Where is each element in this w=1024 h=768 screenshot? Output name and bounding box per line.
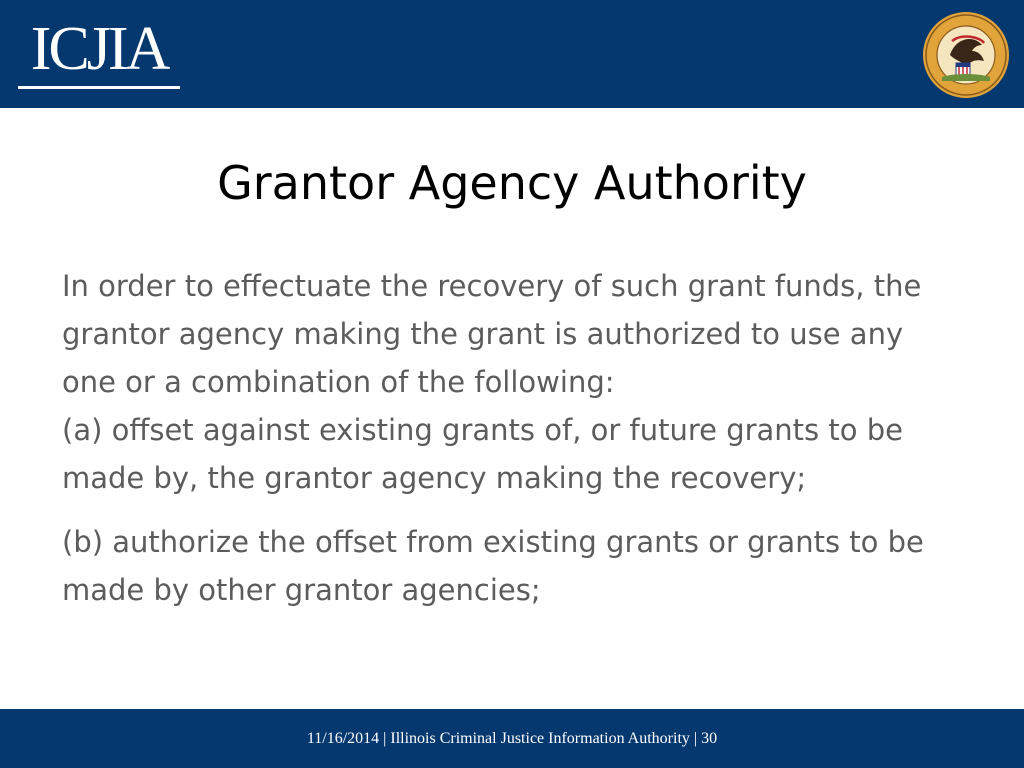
intro-paragraph: In order to effectuate the recovery of such grant funds, the grantor agency making the grant is authorized to use any one or a combination of the following: bbox=[62, 269, 922, 399]
header-bar bbox=[0, 0, 1024, 108]
slide-body bbox=[62, 262, 962, 614]
item-b-paragraph: (b) authorize the offset from existing grants or grants to be made by other grantor agencies; bbox=[62, 525, 924, 607]
logo-text: ICJIA bbox=[30, 15, 168, 83]
slide-title: Grantor Agency Authority bbox=[217, 156, 807, 210]
footer-text: 11/16/2014 | Illinois Criminal Justice Information Authority | 30 bbox=[306, 730, 718, 747]
item-a-paragraph: (a) offset against existing grants of, or future grants to be made by, the grantor agency making the recovery; bbox=[62, 413, 903, 495]
footer-bar bbox=[0, 709, 1024, 768]
icjia-logo bbox=[16, 14, 182, 94]
logo-underline bbox=[18, 86, 180, 89]
illinois-state-seal-icon bbox=[922, 11, 1010, 99]
